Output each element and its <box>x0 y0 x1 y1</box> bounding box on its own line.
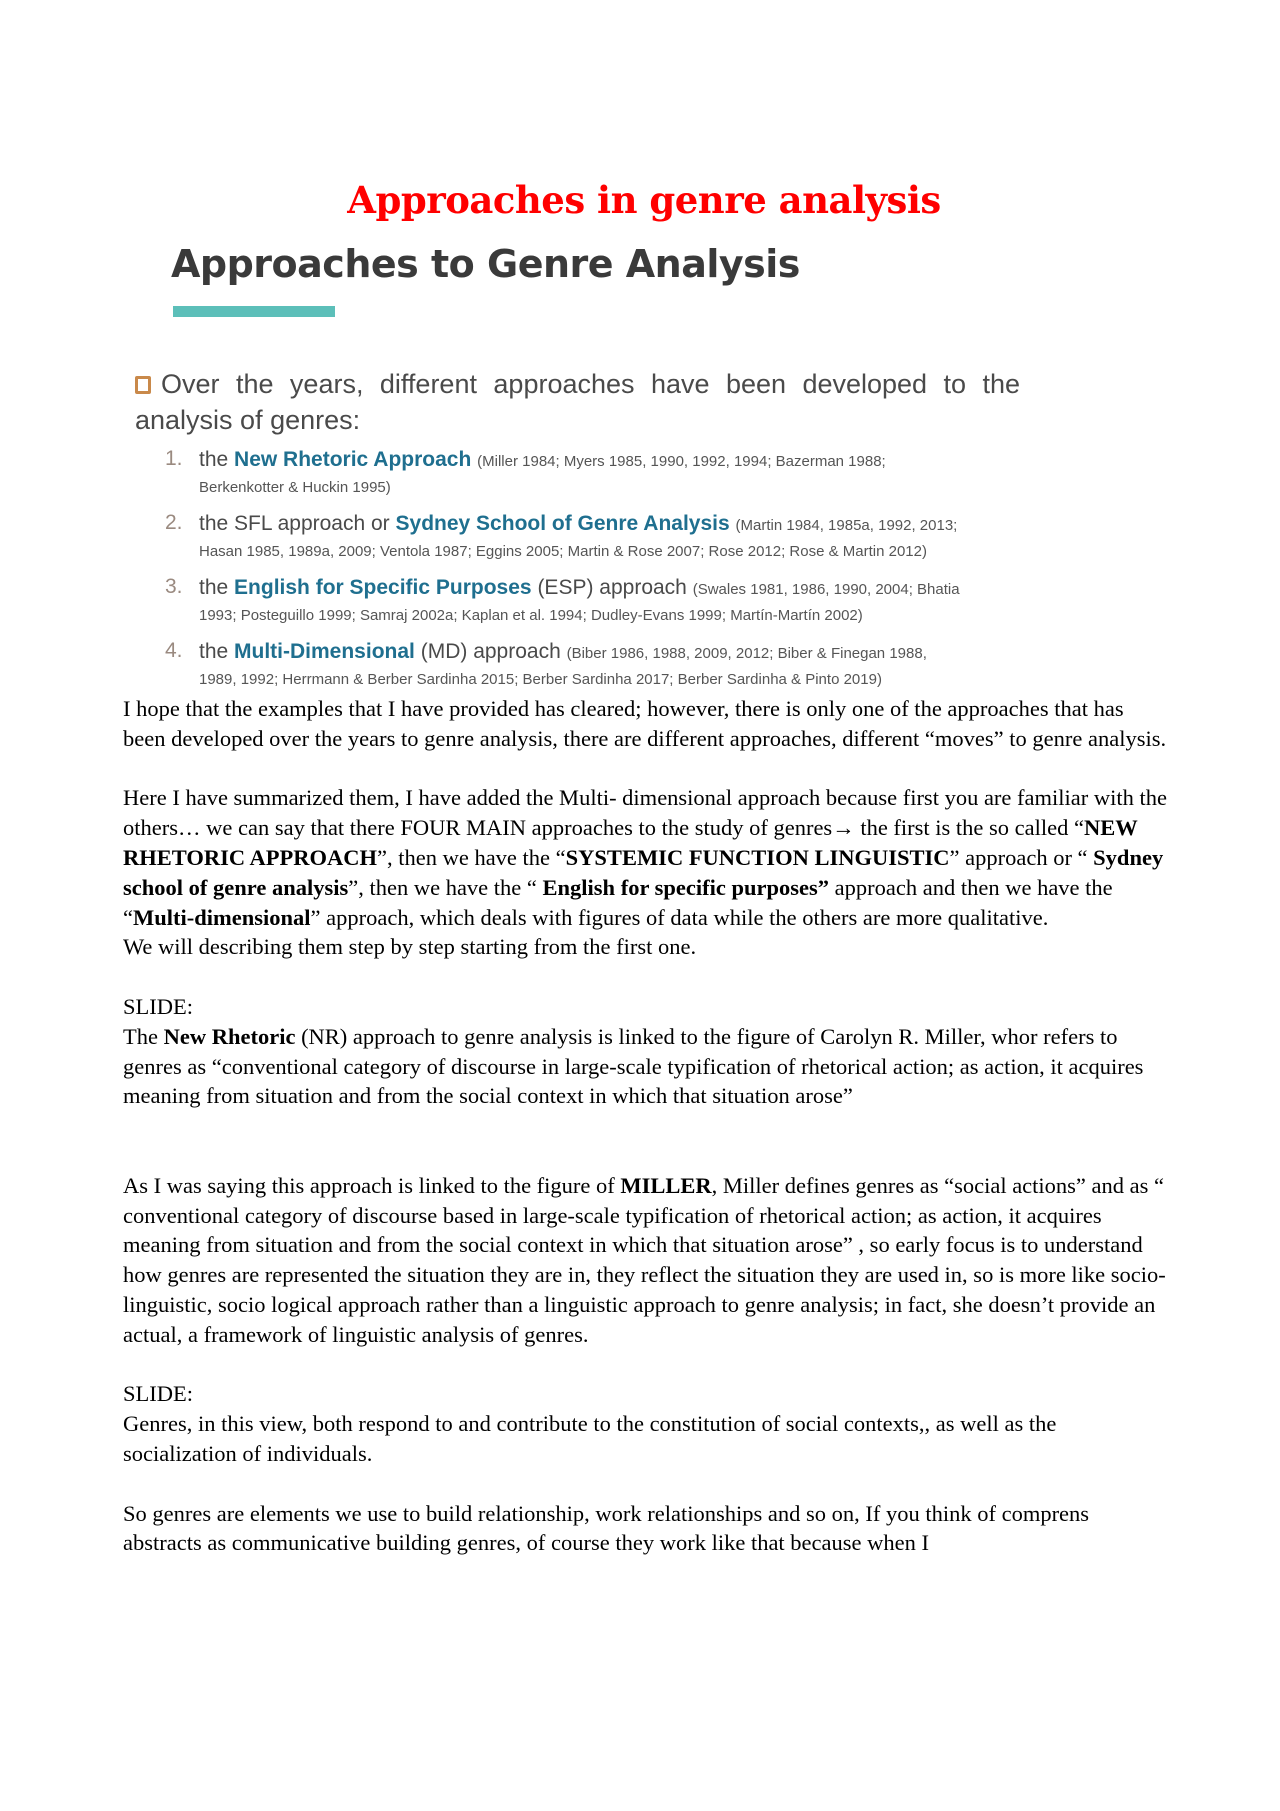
item-approach: Multi-Dimensional <box>234 640 415 663</box>
text: As I was saying this approach is linked to the figure of <box>123 1172 621 1198</box>
item-number: 2. <box>165 511 183 534</box>
item-pre: the <box>199 448 235 471</box>
paragraph-summary <box>123 783 1168 962</box>
text: , Miller defines genres as “social actions” and as “ conventional category of discourse based in large-scale typification of rhetorical action; as action, it acquires meaning from situation and from the social context in which that situation arose” , so early focus is to understand how genres are represented the situation they are in, they reflect the situation they are used in, so is more like socio-linguistic, socio logical approach rather than a linguistic approach to genre analysis; in fact, she doesn’t provide an actual, a framework of linguistic analysis of genres. <box>123 1172 1166 1347</box>
item-post: (ESP) approach <box>531 576 693 599</box>
item-citation-cont: Hasan 1985, 1989a, 2009; Ventola 1987; Eggins 2005; Martin & Rose 2007; Rose 2012; Rose & Martin 2012) <box>199 543 927 560</box>
slide-image <box>125 232 1030 692</box>
document-body <box>123 694 1168 1588</box>
item-citation: (Martin 1984, 1985a, 1992, 2013; <box>735 517 958 534</box>
item-pre: the <box>199 640 235 663</box>
slide-label: SLIDE: <box>123 1381 193 1407</box>
slide-heading: Approaches to Genre Analysis <box>171 242 800 286</box>
item-post: (MD) approach <box>414 640 567 663</box>
slide-lead <box>135 366 1020 438</box>
item-approach: Sydney School of Genre Analysis <box>395 512 730 535</box>
text: ”, then we have the “ <box>348 874 543 900</box>
list-item <box>165 511 1025 565</box>
paragraph-slide-genres <box>123 1379 1168 1468</box>
slide-approach-list <box>165 447 1025 703</box>
slide-accent-bar <box>173 306 335 317</box>
slide-label: SLIDE: <box>123 993 193 1019</box>
bold-text: Sydney school of genre analysis <box>123 844 1164 900</box>
item-number: 3. <box>165 575 183 598</box>
item-citation: (Miller 1984; Myers 1985, 1990, 1992, 1994; Bazerman 1988; <box>477 453 886 470</box>
list-item <box>165 639 1025 693</box>
paragraph-intro: I hope that the examples that I have provided has cleared; however, there is only one of the approaches that has been developed over the years to genre analysis, there are different approaches, different “moves” to genre analysis. <box>123 696 1167 751</box>
bold-text: Multi-dimensional <box>133 904 311 930</box>
bold-text: NEW RHETORIC APPROACH <box>123 815 1138 870</box>
paragraph-slide-new-rhetoric <box>123 992 1168 1111</box>
item-citation: (Biber 1986, 1988, 2009, 2012; Biber & Finegan 1988, <box>566 645 927 662</box>
text: approach and then we have the “ <box>123 874 1113 930</box>
text: We will describing them step by step starting from the first one. <box>123 934 697 960</box>
text: ” approach, which deals with figures of data while the others are more qualitative. <box>310 904 1049 930</box>
item-citation-cont: Berkenkotter & Huckin 1995) <box>199 479 391 496</box>
item-citation-cont: 1989, 1992; Herrmann & Berber Sardinha 2015; Berber Sardinha 2017; Berber Sardinha & Pinto 2019) <box>199 671 882 688</box>
item-pre: the <box>199 576 235 599</box>
item-approach: New Rhetoric Approach <box>234 448 472 471</box>
text: (NR) approach to genre analysis is linked to the figure of Carolyn R. Miller, whor refers to genres as “conventional category of discourse in large-scale typification of rhetorical action; as action, it acquires meaning from situation and from the social context in which that situation arose” <box>123 1023 1144 1109</box>
item-citation-cont: 1993; Posteguillo 1999; Samraj 2002a; Kaplan et al. 1994; Dudley-Evans 1999; Martín-Martín 2002) <box>199 607 863 624</box>
bold-text: MILLER <box>620 1172 712 1198</box>
text: Genres, in this view, both respond to and contribute to the constitution of social contexts,, as well as the socialization of individuals. <box>123 1411 1057 1466</box>
item-citation: (Swales 1981, 1986, 1990, 2004; Bhatia <box>692 581 960 598</box>
item-number: 1. <box>165 447 183 470</box>
document-title: Approaches in genre analysis <box>347 178 941 222</box>
item-pre: the SFL approach or <box>199 512 396 535</box>
list-item <box>165 447 1025 501</box>
bold-text: New Rhetoric <box>163 1023 296 1049</box>
checkbox-bullet-icon <box>135 376 151 394</box>
paragraph-genres-relationships: So genres are elements we use to build relationship, work relationships and so on, If you think of comprens abstracts as communicative building genres, of course they work like that because when I <box>123 1500 1090 1556</box>
item-approach: English for Specific Purposes <box>234 576 532 599</box>
bold-text: SYSTEMIC FUNCTION LINGUISTIC <box>565 844 950 870</box>
bold-text: English for specific purposes” <box>542 874 830 900</box>
slide-lead-text: Over the years, different approaches have been developed to the analysis of genres: <box>135 369 1020 435</box>
text: ” approach or “ <box>949 844 1094 870</box>
item-number: 4. <box>165 639 183 662</box>
text: Here I have summarized them, I have added the Multi- dimensional approach because first you are familiar with the others… we can say that there FOUR MAIN approaches to the study of genres→ the first is the so called “ <box>123 785 1167 841</box>
text: ”, then we have the “ <box>376 844 566 870</box>
paragraph-miller <box>123 1171 1168 1350</box>
text: The <box>123 1023 164 1049</box>
list-item <box>165 575 1025 629</box>
